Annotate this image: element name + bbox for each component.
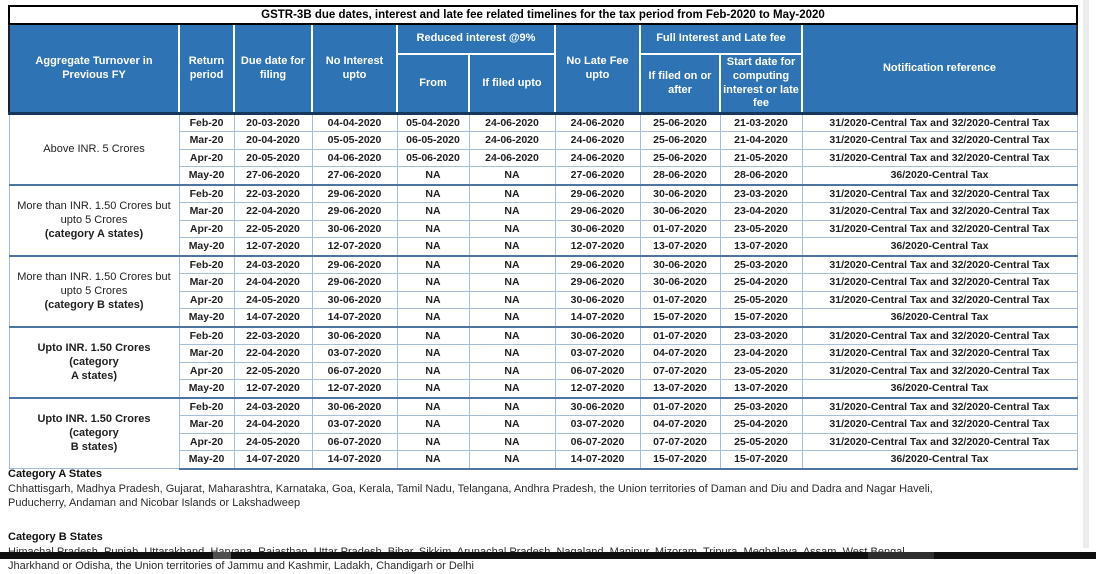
start-date-cell: 25-03-2020 <box>720 256 802 274</box>
return-period-cell: Apr-20 <box>179 362 234 380</box>
reduced-from-cell: NA <box>397 291 469 309</box>
no-interest-upto-cell: 27-06-2020 <box>312 167 397 185</box>
notification-cell: 31/2020-Central Tax and 32/2020-Central Tax <box>802 256 1077 274</box>
reduced-if-filed-upto-cell: NA <box>469 415 555 433</box>
reduced-from-cell: NA <box>397 202 469 220</box>
reduced-from-cell: NA <box>397 220 469 238</box>
start-date-cell: 28-06-2020 <box>720 167 802 185</box>
category-a-states-line: Chhattisgarh, Madhya Pradesh, Gujarat, Maharashtra, Karnataka, Goa, Kerala, Tamil Nadu, Telangana, Andhra Pradesh, the Union territories of Daman and Diu and Dadra and Nagar Haveli, <box>8 482 933 495</box>
no-late-fee-upto-cell: 27-06-2020 <box>555 167 640 185</box>
reduced-if-filed-upto-cell: 24-06-2020 <box>469 114 555 132</box>
col-header-reduced-from: From <box>397 54 469 114</box>
if-filed-on-or-after-cell: 01-07-2020 <box>640 220 720 238</box>
due-date-cell: 22-05-2020 <box>234 220 312 238</box>
table-header <box>9 6 1077 114</box>
start-date-cell: 15-07-2020 <box>720 451 802 469</box>
no-late-fee-upto-cell: 06-07-2020 <box>555 362 640 380</box>
if-filed-on-or-after-cell: 01-07-2020 <box>640 291 720 309</box>
notification-cell: 36/2020-Central Tax <box>802 238 1077 256</box>
col-header-full-interest-late-fee: Full Interest and Late fee <box>640 24 802 54</box>
reduced-if-filed-upto-cell: 24-06-2020 <box>469 131 555 149</box>
reduced-from-cell: NA <box>397 344 469 362</box>
reduced-from-cell: NA <box>397 309 469 327</box>
notification-cell: 31/2020-Central Tax and 32/2020-Central Tax <box>802 185 1077 203</box>
return-period-cell: May-20 <box>179 238 234 256</box>
if-filed-on-or-after-cell: 07-07-2020 <box>640 433 720 451</box>
no-late-fee-upto-cell: 29-06-2020 <box>555 256 640 274</box>
no-interest-upto-cell: 06-07-2020 <box>312 362 397 380</box>
return-period-cell: May-20 <box>179 309 234 327</box>
notification-cell: 31/2020-Central Tax and 32/2020-Central Tax <box>802 131 1077 149</box>
no-late-fee-upto-cell: 03-07-2020 <box>555 344 640 362</box>
start-date-cell: 25-04-2020 <box>720 273 802 291</box>
reduced-from-cell: NA <box>397 380 469 398</box>
if-filed-on-or-after-cell: 28-06-2020 <box>640 167 720 185</box>
due-date-cell: 24-03-2020 <box>234 398 312 416</box>
return-period-cell: Feb-20 <box>179 327 234 345</box>
notification-cell: 31/2020-Central Tax and 32/2020-Central Tax <box>802 202 1077 220</box>
if-filed-on-or-after-cell: 30-06-2020 <box>640 202 720 220</box>
reduced-if-filed-upto-cell: NA <box>469 185 555 203</box>
if-filed-on-or-after-cell: 30-06-2020 <box>640 273 720 291</box>
no-late-fee-upto-cell: 29-06-2020 <box>555 202 640 220</box>
if-filed-on-or-after-cell: 01-07-2020 <box>640 327 720 345</box>
turnover-group-label: Upto INR. 1.50 Crores (category A states) <box>9 327 179 398</box>
notification-cell: 31/2020-Central Tax and 32/2020-Central Tax <box>802 291 1077 309</box>
notification-cell: 36/2020-Central Tax <box>802 167 1077 185</box>
notification-cell: 36/2020-Central Tax <box>802 380 1077 398</box>
due-date-cell: 22-05-2020 <box>234 362 312 380</box>
return-period-cell: Apr-20 <box>179 149 234 167</box>
reduced-if-filed-upto-cell: NA <box>469 344 555 362</box>
due-date-cell: 24-03-2020 <box>234 256 312 274</box>
turnover-group-label: More than INR. 1.50 Crores but upto 5 Crores (category A states) <box>9 185 179 256</box>
no-interest-upto-cell: 29-06-2020 <box>312 185 397 203</box>
notification-cell: 31/2020-Central Tax and 32/2020-Central Tax <box>802 415 1077 433</box>
table-row <box>9 256 1077 274</box>
reduced-if-filed-upto-cell: NA <box>469 238 555 256</box>
category-b-heading: Category B States <box>8 530 103 543</box>
due-date-cell: 12-07-2020 <box>234 238 312 256</box>
due-date-cell: 20-03-2020 <box>234 114 312 132</box>
start-date-cell: 25-05-2020 <box>720 433 802 451</box>
table-row <box>9 327 1077 345</box>
table-row <box>9 185 1077 203</box>
if-filed-on-or-after-cell: 25-06-2020 <box>640 114 720 132</box>
col-header-reduced-interest: Reduced interest @9% <box>397 24 555 54</box>
due-date-cell: 14-07-2020 <box>234 451 312 469</box>
if-filed-on-or-after-cell: 30-06-2020 <box>640 256 720 274</box>
no-interest-upto-cell: 29-06-2020 <box>312 202 397 220</box>
no-interest-upto-cell: 12-07-2020 <box>312 380 397 398</box>
notification-cell: 31/2020-Central Tax and 32/2020-Central Tax <box>802 398 1077 416</box>
table-body <box>9 114 1077 469</box>
notification-cell: 31/2020-Central Tax and 32/2020-Central Tax <box>802 220 1077 238</box>
no-late-fee-upto-cell: 29-06-2020 <box>555 185 640 203</box>
reduced-if-filed-upto-cell: NA <box>469 433 555 451</box>
reduced-if-filed-upto-cell: NA <box>469 291 555 309</box>
return-period-cell: Mar-20 <box>179 273 234 291</box>
notification-cell: 36/2020-Central Tax <box>802 451 1077 469</box>
no-late-fee-upto-cell: 24-06-2020 <box>555 131 640 149</box>
no-interest-upto-cell: 12-07-2020 <box>312 238 397 256</box>
no-late-fee-upto-cell: 12-07-2020 <box>555 380 640 398</box>
reduced-if-filed-upto-cell: NA <box>469 362 555 380</box>
return-period-cell: Feb-20 <box>179 185 234 203</box>
no-interest-upto-cell: 03-07-2020 <box>312 344 397 362</box>
reduced-if-filed-upto-cell: NA <box>469 398 555 416</box>
no-late-fee-upto-cell: 24-06-2020 <box>555 149 640 167</box>
if-filed-on-or-after-cell: 13-07-2020 <box>640 238 720 256</box>
if-filed-on-or-after-cell: 04-07-2020 <box>640 415 720 433</box>
if-filed-on-or-after-cell: 15-07-2020 <box>640 451 720 469</box>
start-date-cell: 21-04-2020 <box>720 131 802 149</box>
gstr3b-timelines-table <box>8 5 1078 470</box>
return-period-cell: Feb-20 <box>179 398 234 416</box>
col-header-no-interest-upto: No Interest upto <box>312 24 397 114</box>
no-interest-upto-cell: 30-06-2020 <box>312 398 397 416</box>
return-period-cell: Feb-20 <box>179 256 234 274</box>
reduced-if-filed-upto-cell: NA <box>469 256 555 274</box>
return-period-cell: Mar-20 <box>179 344 234 362</box>
reduced-from-cell: NA <box>397 398 469 416</box>
reduced-if-filed-upto-cell: NA <box>469 309 555 327</box>
bottom-bar-segment <box>213 552 231 559</box>
no-interest-upto-cell: 05-05-2020 <box>312 131 397 149</box>
return-period-cell: Apr-20 <box>179 291 234 309</box>
table-row <box>9 114 1077 132</box>
if-filed-on-or-after-cell: 13-07-2020 <box>640 380 720 398</box>
reduced-from-cell: NA <box>397 185 469 203</box>
if-filed-on-or-after-cell: 01-07-2020 <box>640 398 720 416</box>
col-header-due-date: Due date for filing <box>234 24 312 114</box>
no-late-fee-upto-cell: 03-07-2020 <box>555 415 640 433</box>
category-a-states-line: Puducherry, Andaman and Nicobar Islands or Lakshadweep <box>8 497 301 510</box>
no-late-fee-upto-cell: 29-06-2020 <box>555 273 640 291</box>
no-interest-upto-cell: 14-07-2020 <box>312 309 397 327</box>
turnover-group-label: Upto INR. 1.50 Crores (category B states) <box>9 398 179 469</box>
reduced-if-filed-upto-cell: NA <box>469 273 555 291</box>
return-period-cell: Mar-20 <box>179 131 234 149</box>
if-filed-on-or-after-cell: 07-07-2020 <box>640 362 720 380</box>
col-header-start-date-computing: Start date for computing interest or late fee <box>720 54 802 114</box>
start-date-cell: 23-04-2020 <box>720 202 802 220</box>
reduced-from-cell: 05-04-2020 <box>397 114 469 132</box>
notification-cell: 31/2020-Central Tax and 32/2020-Central Tax <box>802 149 1077 167</box>
col-header-return-period: Return period <box>179 24 234 114</box>
start-date-cell: 23-03-2020 <box>720 327 802 345</box>
no-late-fee-upto-cell: 30-06-2020 <box>555 220 640 238</box>
start-date-cell: 23-05-2020 <box>720 362 802 380</box>
col-header-aggregate-turnover: Aggregate Turnover in Previous FY <box>9 24 179 114</box>
due-date-cell: 24-05-2020 <box>234 433 312 451</box>
bottom-bar <box>0 552 1096 559</box>
table-title: GSTR-3B due dates, interest and late fee related timelines for the tax period from Feb-2020 to May-2020 <box>9 6 1077 24</box>
no-interest-upto-cell: 30-06-2020 <box>312 291 397 309</box>
no-interest-upto-cell: 14-07-2020 <box>312 451 397 469</box>
due-date-cell: 20-04-2020 <box>234 131 312 149</box>
return-period-cell: May-20 <box>179 451 234 469</box>
notification-cell: 31/2020-Central Tax and 32/2020-Central Tax <box>802 114 1077 132</box>
start-date-cell: 25-03-2020 <box>720 398 802 416</box>
start-date-cell: 13-07-2020 <box>720 380 802 398</box>
return-period-cell: Mar-20 <box>179 415 234 433</box>
no-interest-upto-cell: 03-07-2020 <box>312 415 397 433</box>
notification-cell: 36/2020-Central Tax <box>802 309 1077 327</box>
reduced-if-filed-upto-cell: NA <box>469 380 555 398</box>
start-date-cell: 23-04-2020 <box>720 344 802 362</box>
notification-cell: 31/2020-Central Tax and 32/2020-Central Tax <box>802 327 1077 345</box>
no-late-fee-upto-cell: 30-06-2020 <box>555 327 640 345</box>
start-date-cell: 25-04-2020 <box>720 415 802 433</box>
col-header-if-filed-on-or-after: If filed on or after <box>640 54 720 114</box>
table-row <box>9 398 1077 416</box>
reduced-if-filed-upto-cell: NA <box>469 202 555 220</box>
start-date-cell: 25-05-2020 <box>720 291 802 309</box>
reduced-from-cell: NA <box>397 273 469 291</box>
due-date-cell: 14-07-2020 <box>234 309 312 327</box>
no-interest-upto-cell: 29-06-2020 <box>312 273 397 291</box>
no-late-fee-upto-cell: 30-06-2020 <box>555 398 640 416</box>
category-a-heading: Category A States <box>8 468 102 480</box>
start-date-cell: 21-05-2020 <box>720 149 802 167</box>
no-late-fee-upto-cell: 30-06-2020 <box>555 291 640 309</box>
col-header-notification-reference: Notification reference <box>802 24 1077 114</box>
reduced-if-filed-upto-cell: NA <box>469 327 555 345</box>
no-interest-upto-cell: 04-06-2020 <box>312 149 397 167</box>
no-interest-upto-cell: 06-07-2020 <box>312 433 397 451</box>
reduced-from-cell: NA <box>397 327 469 345</box>
reduced-from-cell: NA <box>397 451 469 469</box>
if-filed-on-or-after-cell: 25-06-2020 <box>640 149 720 167</box>
if-filed-on-or-after-cell: 30-06-2020 <box>640 185 720 203</box>
reduced-from-cell: NA <box>397 362 469 380</box>
col-header-reduced-if-filed-upto: If filed upto <box>469 54 555 114</box>
due-date-cell: 24-05-2020 <box>234 291 312 309</box>
notification-cell: 31/2020-Central Tax and 32/2020-Central Tax <box>802 362 1077 380</box>
return-period-cell: May-20 <box>179 380 234 398</box>
if-filed-on-or-after-cell: 15-07-2020 <box>640 309 720 327</box>
return-period-cell: Mar-20 <box>179 202 234 220</box>
no-late-fee-upto-cell: 24-06-2020 <box>555 114 640 132</box>
no-late-fee-upto-cell: 12-07-2020 <box>555 238 640 256</box>
due-date-cell: 22-03-2020 <box>234 185 312 203</box>
start-date-cell: 13-07-2020 <box>720 238 802 256</box>
if-filed-on-or-after-cell: 25-06-2020 <box>640 131 720 149</box>
return-period-cell: Feb-20 <box>179 114 234 132</box>
right-edge-strip <box>1083 0 1089 548</box>
start-date-cell: 23-03-2020 <box>720 185 802 203</box>
due-date-cell: 24-04-2020 <box>234 415 312 433</box>
turnover-group-label: Above INR. 5 Crores <box>9 114 179 185</box>
no-late-fee-upto-cell: 06-07-2020 <box>555 433 640 451</box>
start-date-cell: 23-05-2020 <box>720 220 802 238</box>
return-period-cell: Apr-20 <box>179 433 234 451</box>
col-header-no-late-fee-upto: No Late Fee upto <box>555 24 640 114</box>
notification-cell: 31/2020-Central Tax and 32/2020-Central Tax <box>802 433 1077 451</box>
reduced-from-cell: NA <box>397 167 469 185</box>
reduced-from-cell: 06-05-2020 <box>397 131 469 149</box>
no-interest-upto-cell: 04-04-2020 <box>312 114 397 132</box>
no-late-fee-upto-cell: 14-07-2020 <box>555 451 640 469</box>
due-date-cell: 24-04-2020 <box>234 273 312 291</box>
due-date-cell: 22-03-2020 <box>234 327 312 345</box>
reduced-if-filed-upto-cell: NA <box>469 220 555 238</box>
return-period-cell: Apr-20 <box>179 220 234 238</box>
due-date-cell: 22-04-2020 <box>234 202 312 220</box>
reduced-from-cell: NA <box>397 415 469 433</box>
reduced-from-cell: 05-06-2020 <box>397 149 469 167</box>
due-date-cell: 22-04-2020 <box>234 344 312 362</box>
reduced-if-filed-upto-cell: 24-06-2020 <box>469 149 555 167</box>
reduced-from-cell: NA <box>397 238 469 256</box>
start-date-cell: 15-07-2020 <box>720 309 802 327</box>
due-date-cell: 27-06-2020 <box>234 167 312 185</box>
reduced-from-cell: NA <box>397 433 469 451</box>
turnover-group-label: More than INR. 1.50 Crores but upto 5 Crores (category B states) <box>9 256 179 327</box>
category-b-states-line: Jharkhand or Odisha, the Union territories of Jammu and Kashmir, Ladakh, Chandigarh or Delhi <box>8 560 474 573</box>
reduced-if-filed-upto-cell: NA <box>469 167 555 185</box>
reduced-from-cell: NA <box>397 256 469 274</box>
if-filed-on-or-after-cell: 04-07-2020 <box>640 344 720 362</box>
due-date-cell: 20-05-2020 <box>234 149 312 167</box>
notification-cell: 31/2020-Central Tax and 32/2020-Central Tax <box>802 344 1077 362</box>
no-late-fee-upto-cell: 14-07-2020 <box>555 309 640 327</box>
due-date-cell: 12-07-2020 <box>234 380 312 398</box>
notification-cell: 31/2020-Central Tax and 32/2020-Central Tax <box>802 273 1077 291</box>
bottom-bar-segment <box>868 552 934 559</box>
reduced-if-filed-upto-cell: NA <box>469 451 555 469</box>
return-period-cell: May-20 <box>179 167 234 185</box>
no-interest-upto-cell: 29-06-2020 <box>312 256 397 274</box>
no-interest-upto-cell: 30-06-2020 <box>312 220 397 238</box>
no-interest-upto-cell: 30-06-2020 <box>312 327 397 345</box>
start-date-cell: 21-03-2020 <box>720 114 802 132</box>
